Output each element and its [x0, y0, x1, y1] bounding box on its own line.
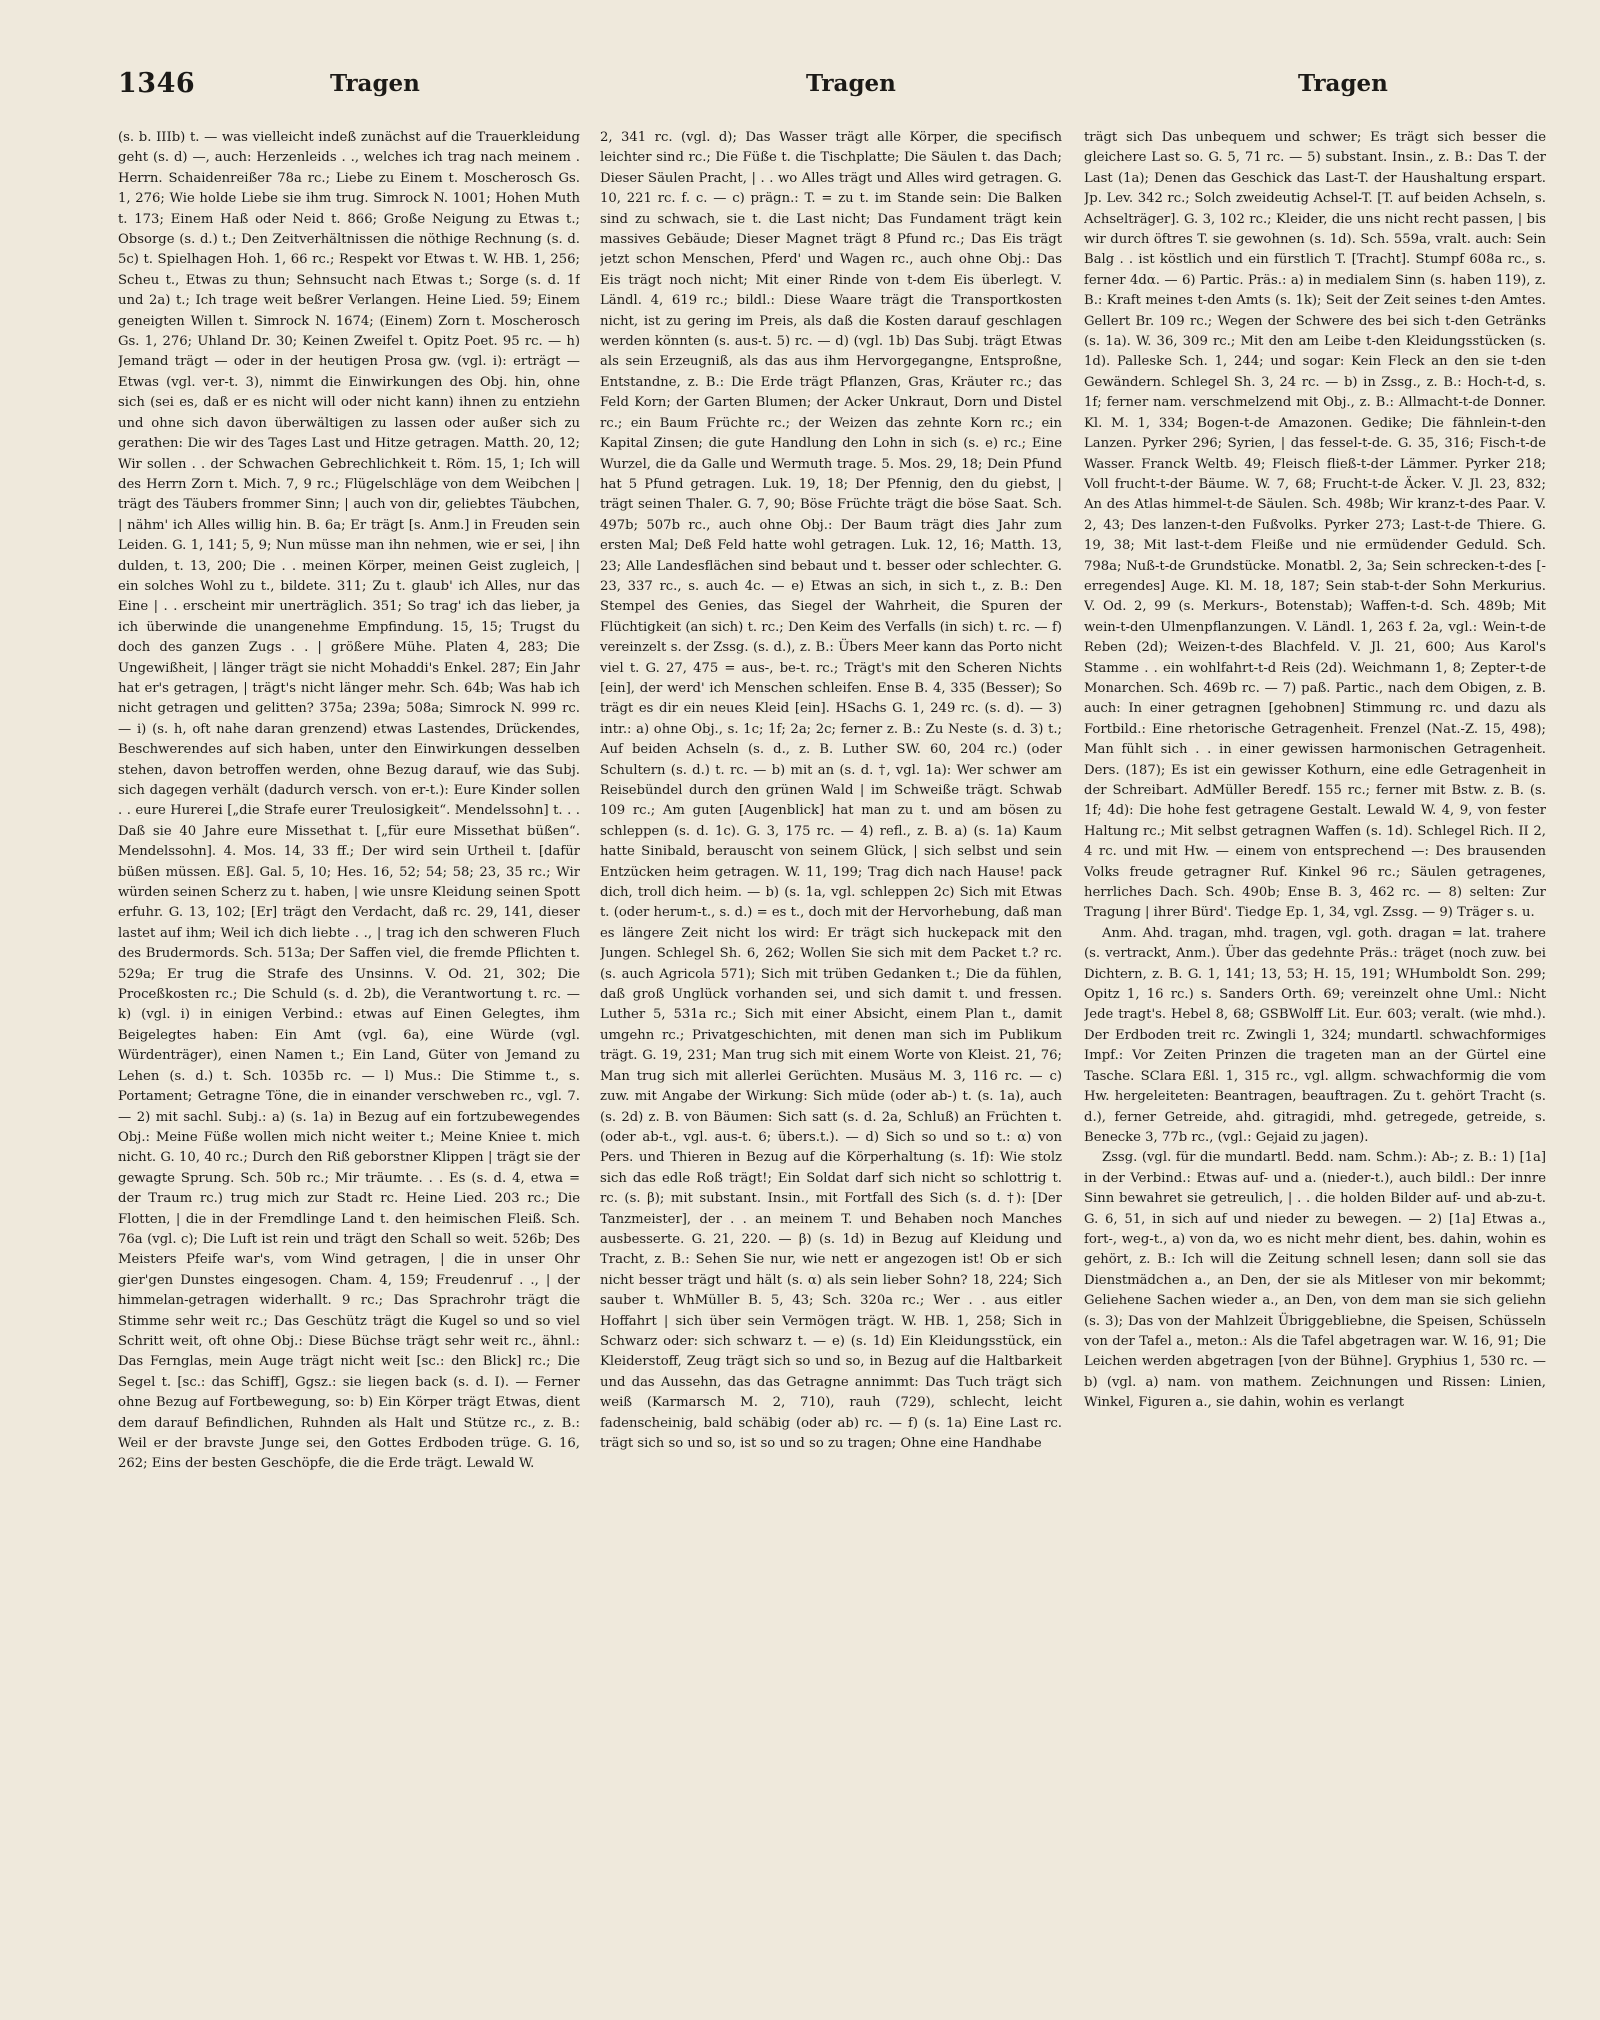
running-headword-right: Tragen — [1298, 70, 1388, 97]
column-1-paragraph-1: (s. b. IIIb) t. — was vielleicht indeß zunächst auf die Trauerkleidung geht (s. d) —, auch: Herzenleids . ., welches ich trag nach meinem . Herrn. Schaidenreißer 78a rc.; Liebe zu Einem t. Moscherosch Gs. 1, 276; Wie holde Liebe sie ihm trug. Simrock N. 1001; Hohen Muth t. 173; Einem Haß oder Neid t. 866; Große Neigung zu Etwas t.; Obsorge (s. d.) t.; Den Zeitverhältnissen die nöthige Rechnung (s. d. 5c) t. Spielhagen Hoh. 1, 66 rc.; Respekt vor Etwas t. W. HB. 1, 256; Scheu t., Etwas zu thun; Sehnsucht nach Etwas t.; Sorge (s. d. 1f und 2a) t.; Ich trage weit beßrer Verlangen. Heine Lied. 59; Einem geneigten Willen t. Simrock N. 1674; (Einem) Zorn t. Moscherosch Gs. 1, 276; Uhland Dr. 30; Keinen Zweifel t. Opitz Poet. 95 rc. — h) Jemand trägt — oder in der heutigen Prosa gw. (vgl. i): erträgt — Etwas (vgl. ver-t. 3), nimmt die Einwirkungen des Obj. hin, ohne sich (sei es, daß er es nicht will oder nicht kann) ihnen zu entziehn und ohne sich davon überwältigen zu lassen oder außer sich zu gerathen: Die wir des Tages Last und Hitze getragen. Matth. 20, 12; Wir sollen . . der Schwachen Gebrechlichkeit t. Röm. 15, 1; Ich will des Herrn Zorn t. Mich. 7, 9 rc.; Flügelschläge von dem Weibchen | trägt des Täubers frommer Sinn; | auch von dir, geliebtes Täubchen, | nähm' ich Alles willig hin. B. 6a; Er trägt [s. Anm.] in Freuden sein Leiden. G. 1, 141; 5, 9; Nun müsse man ihn nehmen, wie er sei, | ihn dulden, t. 13, 200; Die . . meinen Körper, meinen Geist zugleich, | ein solches Wohl zu t., bildete. 311; Zu t. glaub' ich Alles, nur das Eine | . . erscheint mir unerträglich. 351; So trag' ich das lieber, ja ich überwinde die unangenehme Empfindung. 15, 15; Trugst du doch des ganzen Zugs . . | größere Mühe. Platen 4, 283; Die Ungewißheit, | länger trägt sie nicht Mohaddi's Enkel. 287; Ein Jahr hat er's getragen, | trägt's nicht länger mehr. Sch. 64b; Was hab ich nicht getragen und gelitten? 375a; 239a; 508a; Simrock N. 999 rc. — i) (s. h, oft nahe daran grenzend) etwas Lastendes, Drückendes, Beschwerendes auf sich haben, unter den Einwirkungen desselben stehen, davon betroffen werden, ohne Bezug darauf, wie das Subj. sich dagegen verhält (dadurch versch. von er-t.): Eure Kinder sollen . . eure Hurerei [„die Strafe eurer Treulosigkeit“. Mendelssohn] t. . . Daß sie 40 Jahre eure Missethat t. [„für eure Missethat büßen“. Mendelssohn]. 4. Mos. 14, 33 ff.; Der wird sein Urtheil t. [dafür büßen müssen. Eß]. Gal. 5, 10; Hes. 16, 52; 54; 58; 23, 35 rc.; Wir würden seinen Scherz zu t. haben, | wie unsre Kleidung seinen Spott erfuhr. G. 13, 102; [Er] trägt den Verdacht, daß rc. 29, 141, dieser lastet auf ihm; Weil ich dich liebte . ., | trag ich den schweren Fluch des Brudermords. Sch. 513a; Der Saffen viel, die fremde Pflichten t. 529a; Er trug die Strafe des Unsinns. V. Od. 21, 302; Die Proceßkosten rc.; Die Schuld (s. d. 2b), die Verantwortung t. rc. — k) (vgl. i) in einigen Verbind.: etwas auf Einen Gelegtes, ihm Beigelegtes haben: Ein Amt (vgl. 6a), eine Würde (vgl. Würdenträger), einen Namen t.; Ein Land, Güter von Jemand zu Lehen (s. d.) t. Sch. 1035b rc. — l) Mus.: Die Stimme t., s. Portament; Getragne Töne, die in einander verschweben rc., vgl. 7. — 2) mit sachl. Subj.: a) (s. 1a) in Bezug auf ein fortzubewegendes Obj.: Meine Füße wollen mich nicht weiter t.; Meine Kniee t. mich nicht. G. 10, 40 rc.; Durch den Riß geborstner Klippen | trägt sie der gewagte Sprung. Sch. 50b rc.; Mir träumte. . . Es (s. d. 4, etwa = der Traum rc.) trug mich zur Stadt rc. Heine Lied. 203 rc.; Die Flotten, | die in der Fremdlinge Land t. den heimischen Fleiß. Sch. 76a (vgl. c); Die Luft ist rein und trägt den Schall so weit. 526b; Des Meisters Pfeife war's, vom Wind getragen, | die in unser Ohr gier'gen Dunstes eingesogen. Cham. 4, 159; Freudenruf . ., | der himmelan-getragen widerhallt. 9 rc.; Das Sprachrohr trägt die Stimme sehr weit rc.; Das Geschütz trägt die Kugel so und so viel Schritt weit, oft ohne Obj.: Diese Büchse trägt sehr weit rc., ähnl.: Das Fernglas, mein Auge trägt nicht weit [sc.: den Blick] rc.; Die Segel t. [sc.: das Schiff], Ggsz.: sie liegen back (s. d. I). — Ferner ohne Bezug auf Fortbewegung, so: b) Ein Körper trägt Etwas, dient dem darauf Befindlichen, Ruhnden als Halt und Stütze rc., z. B.: Weil er der bravste Junge sei, den Gottes Erdboden trüge. G. 16, 262; Eins der besten Geschöpfe, die die Erde trägt. Lewald W. — [118, 130, 580, 1472]
page-header — [118, 62, 1558, 108]
page-number: 1346 — [118, 68, 196, 99]
column-3-paragraph-2: Anm. Ahd. tragan, mhd. tragen, vgl. goth. dragan = lat. trahere (s. vertrackt, Anm.). Über das gedehnte Präs.: träget (noch zuw. bei Dichtern, z. B. G. 1, 141; 13, 53; H. 15, 191; WHumboldt Son. 299; Opitz 1, 16 rc.) s. Sanders Orth. 69; vereinzelt ohne Uml.: Nicht Jede tragt's. Hebel 8, 68; GSBWolff Lit. Eur. 603; veralt. (wie mhd.). Der Erdboden treit rc. Zwingli 1, 324; mundartl. schwachformiges Impf.: Vor Zeiten Prinzen die trageten man an der Gürtel eine Tasche. SClara Eßl. 1, 315 rc., vgl. allgm. schwachformig die vom Hw. hergeleiteten: Beantragen, beauftragen. Zu t. gehört Tracht (s. d.), ferner Getreide, ahd. gitragidi, mhd. getregede, getreide, s. Benecke 3, 77b rc., (vgl.: Gejaid zu jagen). — [1084, 925, 1546, 1145]
running-headword-center: Tragen — [806, 70, 896, 97]
column-3-paragraph-1: trägt sich Das unbequem und schwer; Es trägt sich besser die gleichere Last so. G. 5, 71 rc. — 5) substant. Insin., z. B.: Das T. der Last (1a); Denen das Geschick das Last-T. der Haushaltung erspart. Jp. Lev. 342 rc.; Solch zweideutig Achsel-T. [T. auf beiden Achseln, s. Achselträger]. G. 3, 102 rc.; Kleider, die uns nicht recht passen, | bis wir durch öftres T. sie gewohnen (s. 1d). Sch. 559a, vralt. auch: Sein Balg . . ist köstlich und ein fürstlich T. [Tracht]. Stumpf 608a rc., s. ferner 4dα. — 6) Partic. Präs.: a) in medialem Sinn (s. haben 119), z. B.: Kraft meines t-den Amts (s. 1k); Seit der Zeit seines t-den Amtes. Gellert Br. 109 rc.; Wegen der Schwere des bei sich t-den Getränks (s. 1a). W. 36, 309 rc.; Mit den am Leibe t-den Kleidungsstücken (s. 1d). Palleske Sch. 1, 244; und sogar: Kein Fleck an den sie t-den Gewändern. Schlegel Sh. 3, 24 rc. — b) in Zssg., z. B.: Hoch-t-d, s. 1f; ferner nam. verschmelzend mit Obj., z. B.: Allmacht-t-de Donner. Kl. M. 1, 334; Bogen-t-de Amazonen. Gedike; Die fähnlein-t-den Lanzen. Pyrker 296; Syrien, | das fessel-t-de. G. 35, 316; Fisch-t-de Wasser. Franck Weltb. 49; Fleisch fließ-t-der Lämmer. Pyrker 218; Voll frucht-t-der Bäume. W. 7, 68; Frucht-t-de Äcker. V. Jl. 23, 832; An des Atlas himmel-t-de Säulen. Sch. 498b; Wir kranz-t-des Paar. V. 2, 43; Des lanzen-t-den Fußvolks. Pyrker 273; Last-t-de Thiere. G. 19, 38; Mit last-t-dem Fleiße und nie ermüdender Geduld. Sch. 798a; Nuß-t-de Grundstücke. Monatbl. 2, 3a; Sein schrecken-t-des [-erregendes] Auge. Kl. M. 18, 187; Sein stab-t-der Sohn Merkurius. V. Od. 2, 99 (s. Merkurs-, Botenstab); Waffen-t-d. Sch. 489b; Mit wein-t-den Ulmenpflanzungen. V. Ländl. 1, 263 f. 2a, vgl.: Wein-t-de Reben (2d); Weizen-t-des Blachfeld. V. Jl. 21, 600; Aus Karol's Stamme . . ein wohlfahrt-t-d Reis (2d). Weichmann 1, 8; Zepter-t-de Monarchen. Sch. 469b rc. — 7) paß. Partic., nach dem Obigen, z. B. auch: In einer getragnen [gehobnen] Stimmung rc. und dazu als Fortbild.: Eine rhetorische Getragenheit. Frenzel (Nat.-Z. 15, 498); Man fühlt sich . . in einer gewissen harmonischen Getragenheit. Ders. (187); Es ist ein gewisser Kothurn, eine edle Getragenheit in der Schreibart. AdMüller Beredf. 155 rc.; ferner mit Bstw. z. B. (s. 1f; 4d): Die hohe fest getragene Gestalt. Lewald W. 4, 9, von fester Haltung rc.; Mit selbst getragnen Waffen (s. 1d). Schlegel Rich. II 2, 4 rc. und mit Hw. — einem von entsprechend —: Des brausenden Volks freude getragner Ruf. Kinkel 96 rc.; Säulen getragenes, herrliches Dach. Sch. 490b; Ense B. 3, 462 rc. — 8) selten: Zur Tragung | ihrer Bürd'. Tiedge Ep. 1, 34, vgl. Zssg. — 9) Träger s. u. — [1084, 130, 1546, 921]
text-column-2 — [600, 128, 1062, 1996]
text-column-1 — [118, 128, 580, 1996]
column-3-paragraph-3: Zssg. (vgl. für die mundartl. Bedd. nam. Schm.): Ab-; z. B.: 1) [1a] in der Verbind.: Etwas auf- und a. (nieder-t.), auch bildl.: Der innre Sinn bewahret sie getreulich, | . . die holden Bilder auf- und ab-zu-t. G. 6, 51, in sich auf und nieder zu bewegen. — 2) [1a] Etwas a., fort-, weg-t., a) von da, wo es nicht mehr dient, bes. dahin, wohin es gehört, z. B.: Ich will die Zeitung schnell lesen; dann soll sie das Dienstmädchen a., an Den, der sie als Mitleser von mir bekommt; Geliehene Sachen wieder a., an Den, von dem man sie sich geliehn (s. 3); Das von der Mahlzeit Übriggebliebne, die Speisen, Schüsseln von der Tafel a., meton.: Als die Tafel abgetragen war. W. 16, 91; Die Leichen werden abgetragen [von der Bühne]. Gryphius 1, 530 rc. — b) (vgl. a) nam. von mathem. Zeichnungen und Rissen: Linien, Winkel, Figuren a., sie dahin, wohin es verlangt — [1084, 1150, 1546, 1411]
running-headword-left: Tragen — [330, 70, 420, 97]
text-column-3 — [1084, 128, 1546, 1996]
column-2-paragraph-1: 2, 341 rc. (vgl. d); Das Wasser trägt alle Körper, die specifisch leichter sind rc.; Die Füße t. die Tischplatte; Die Säulen t. das Dach; Dieser Säulen Pracht, | . . wo Alles trägt und Alles wird getragen. G. 10, 221 rc. f. c. — c) prägn.: T. = zu t. im Stande sein: Die Balken sind zu schwach, sie t. die Last nicht; Das Fundament trägt kein massives Gebäude; Dieser Magnet trägt 8 Pfund rc.; Das Eis trägt jetzt schon Menschen, Pferd' und Wagen rc., auch ohne Obj.: Das Eis trägt noch nicht; Mit einer Rinde von t-dem Eis überlegt. V. Ländl. 4, 619 rc.; bildl.: Diese Waare trägt die Transportkosten nicht, ist zu gering im Preis, als daß die Kosten darauf geschlagen werden könnten (s. aus-t. 5) rc. — d) (vgl. 1b) Das Subj. trägt Etwas als sein Erzeugniß, als das aus ihm Hervorgegangne, Entsproßne, Entstandne, z. B.: Die Erde trägt Pflanzen, Gras, Kräuter rc.; das Feld Korn; der Garten Blumen; der Acker Unkraut, Dorn und Distel rc.; ein Baum Früchte rc.; der Weizen das zehnte Korn rc.; ein Kapital Zinsen; die gute Handlung den Lohn in sich (s. e) rc.; Eine Wurzel, die da Galle und Wermuth trage. 5. Mos. 29, 18; Dein Pfund hat 5 Pfund getragen. Luk. 19, 18; Der Pfennig, den du giebst, | trägt seinen Thaler. G. 7, 90; Böse Früchte trägt die böse Saat. Sch. 497b; 507b rc., auch ohne Obj.: Der Baum trägt dies Jahr zum ersten Mal; Deß Feld hatte wohl getragen. Luk. 12, 16; Matth. 13, 23; Alle Landesflächen sind bebaut und t. besser oder schlechter. G. 23, 337 rc., s. auch 4c. — e) Etwas an sich, in sich t., z. B.: Den Stempel des Genies, das Siegel der Wahrheit, die Spuren der Flüchtigkeit (an sich) t. rc.; Den Keim des Verfalls (in sich) t. rc. — f) vereinzelt s. der Zssg. (s. d.), z. B.: Übers Meer kann das Porto nicht viel t. G. 27, 475 = aus-, be-t. rc.; Trägt's mit den Scheren Nichts [ein], der werd' ich Menschen schleifen. Ense B. 4, 335 (Besser); So trägt es dir ein neues Kleid [ein]. HSachs G. 1, 249 rc. (s. d). — 3) intr.: a) ohne Obj., s. 1c; 1f; 2a; 2c; ferner z. B.: Zu Neste (s. d. 3) t.; Auf beiden Achseln (s. d., z. B. Luther SW. 60, 204 rc.) (oder Schultern (s. d.) t. rc. — b) mit an (s. d. †, vgl. 1a): Wer schwer am Reisebündel durch den grünen Wald | im Schweiße trägt. Schwab 109 rc.; Am guten [Augenblick] hat man zu t. und am bösen zu schleppen (s. d. 1c). G. 3, 175 rc. — 4) refl., z. B. a) (s. 1a) Kaum hatte Sinibald, berauscht von seinem Glück, | sich selbst und sein Entzücken heim getragen. W. 11, 199; Trag dich nach Hause! pack dich, troll dich heim. — b) (s. 1a, vgl. schleppen 2c) Sich mit Etwas t. (oder herum-t., s. d.) = es t., doch mit der Hervorhebung, daß man es längere Zeit nicht los wird: Er trägt sich huckepack mit den Jungen. Schlegel Sh. 6, 262; Wollen Sie sich mit dem Packet t.? rc. (s. auch Agricola 571); Sich mit trüben Gedanken t.; Die da fühlen, daß groß Unglück vorhanden sei, und sich damit t. und fressen. Luther 5, 531a rc.; Sich mit einer Absicht, einem Plan t., damit umgehn rc.; Privatgeschichten, mit denen man sich im Publikum trägt. G. 19, 231; Man trug sich mit einem Worte von Kleist. 21, 76; Man trug sich mit allerlei Gerüchten. Musäus M. 3, 116 rc. — c) zuw. mit Angabe der Wirkung: Sich müde (oder ab-) t. (s. 1a), auch (s. 2d) z. B. von Bäumen: Sich satt (s. d. 2a, Schluß) an Früchten t. (oder ab-t., vgl. aus-t. 6; übers.t.). — d) Sich so und so t.: α) von Pers. und Thieren in Bezug auf die Körperhaltung (s. 1f): Wie stolz sich das edle Roß trägt!; Ein Soldat darf sich nicht so schlottrig t. rc. (s. β); mit substant. Insin., mit Fortfall des Sich (s. d. †): [Der Tanzmeister], der . . an meinem T. und Behaben noch Manches ausbesserte. G. 21, 220. — β) (s. 1d) in Bezug auf Kleidung und Tracht, z. B.: Sehen Sie nur, wie nett er angezogen ist! Ob er sich nicht besser trägt und hält (s. α) als sein lieber Sohn? 18, 224; Sich sauber t. WhMüller B. 5, 43; Sch. 320a rc.; Wer . . aus eitler Hoffahrt | sich über sein Vermögen trägt. W. HB. 1, 258; Sich in Schwarz oder: sich schwarz t. — e) (s. 1d) Ein Kleidungsstück, ein Kleiderstoff, Zeug trägt sich so und so, in Bezug auf die Haltbarkeit und das Aussehn, das das Getragne annimmt: Das Tuch trägt sich weiß (Karmarsch M. 2, 710), rauh (729), schlecht, leicht fadenscheinig, bald schäbig (oder ab) rc. — f) (s. 1a) Eine Last rc. trägt sich so und so, ist so und so zu tragen; Ohne eine Handhabe — [600, 130, 1062, 1451]
